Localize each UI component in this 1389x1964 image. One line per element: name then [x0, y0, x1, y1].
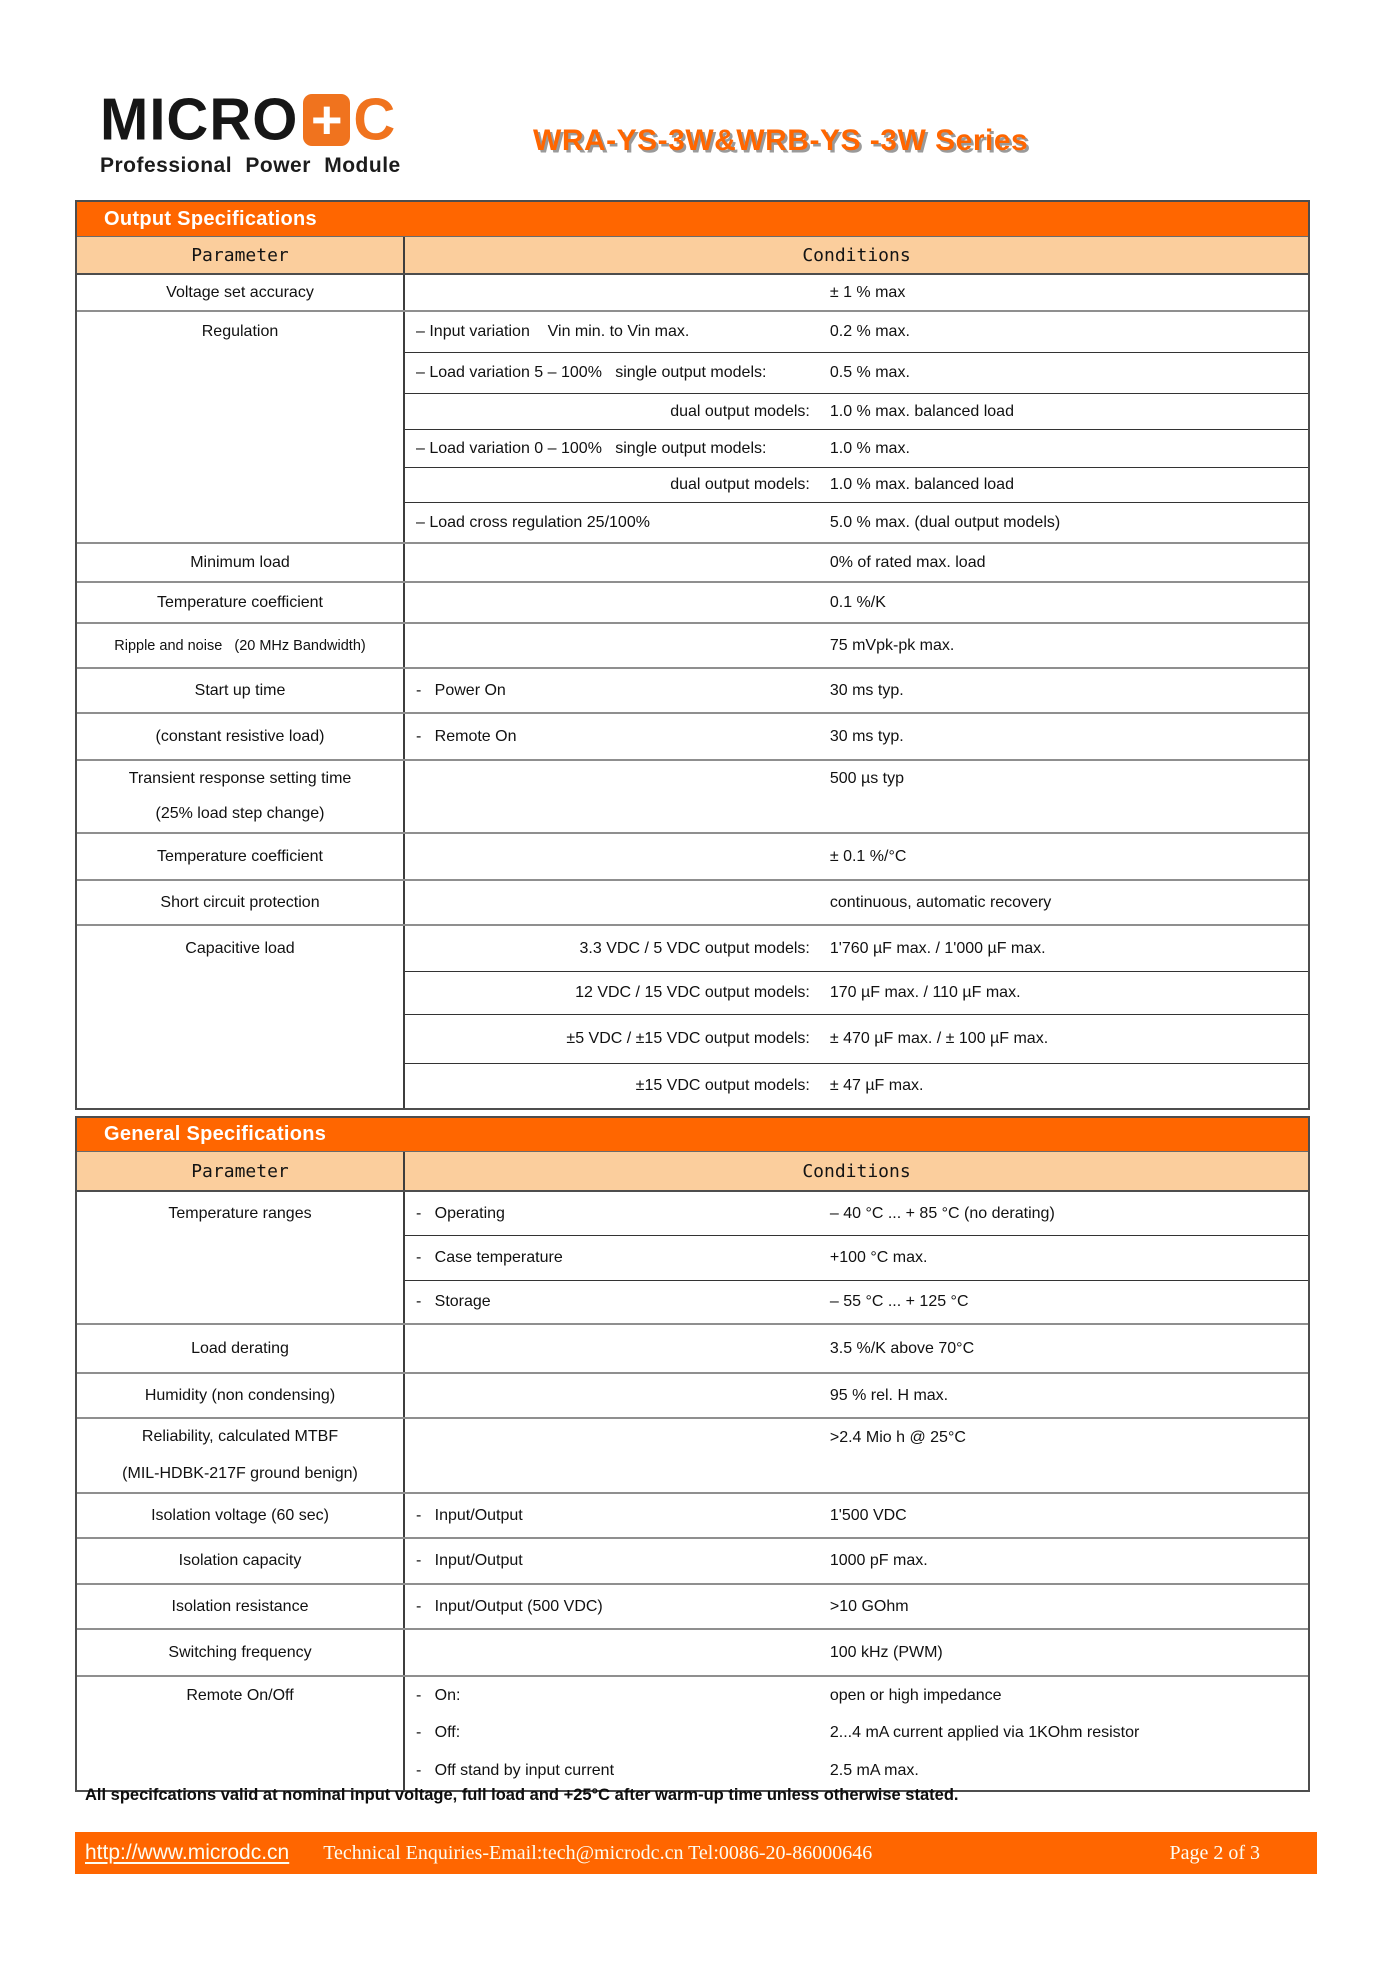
page-indicator: Page 2 of 3: [1169, 1841, 1260, 1864]
condition-value: continuous, automatic recovery: [829, 893, 1052, 911]
condition-value: 30 ms typ.: [829, 727, 904, 745]
condition-label: - Off stand by input current: [416, 1762, 615, 1779]
condition-value: 95 % rel. H max.: [829, 1386, 949, 1404]
section-header: General Specifications: [77, 1118, 1308, 1152]
column-header-parameter: Parameter: [77, 1152, 405, 1190]
spec-row: [77, 542, 1308, 581]
condition-label: - Off:: [416, 1724, 461, 1741]
condition-row: [405, 669, 1308, 712]
condition-row: [405, 429, 1308, 467]
parameter-cell: [77, 624, 405, 667]
parameter-cell: [77, 275, 405, 310]
condition-value: 1.0 % max.: [829, 439, 910, 457]
website-link[interactable]: http://www.microdc.cn: [85, 1841, 290, 1864]
brand-tagline: Professional Power Module: [100, 154, 401, 177]
condition-value: >10 GOhm: [829, 1597, 909, 1615]
condition-value: 0.5 % max.: [829, 364, 910, 381]
condition-row: [405, 1752, 1308, 1790]
condition-row: [405, 1677, 1308, 1714]
condition-value: 1.0 % max. balanced load: [829, 402, 1014, 420]
condition-row: [405, 1539, 1308, 1583]
conditions-cell: [405, 926, 1308, 1108]
conditions-cell: [405, 1419, 1308, 1492]
condition-row: [405, 1585, 1308, 1628]
conditions-cell: [405, 624, 1308, 667]
condition-value: ± 1 % max: [829, 283, 906, 301]
condition-row: [405, 544, 1308, 581]
footnote: All specifcations valid at nominal input voltage, full load and +25°C after warm-up time unless otherwise stated.: [85, 1786, 959, 1804]
condition-row: [405, 1235, 1308, 1280]
condition-label: – Load variation 5 – 100% single output models:: [416, 364, 767, 381]
condition-label: - Case temperature: [416, 1249, 563, 1266]
condition-value: 0% of rated max. load: [829, 553, 986, 571]
condition-value: open or high impedance: [829, 1686, 1002, 1704]
condition-row: [405, 1063, 1308, 1108]
parameter-cell: [77, 1630, 405, 1675]
condition-label: – Input variation Vin min. to Vin max.: [416, 323, 690, 340]
conditions-cell: [405, 1539, 1308, 1583]
parameter-cell: [77, 1677, 405, 1790]
conditions-cell: [405, 1677, 1308, 1790]
spec-row: [77, 1192, 1308, 1323]
parameter-label: Temperature coefficient: [156, 847, 323, 865]
parameter-label: Regulation: [201, 323, 279, 340]
conditions-cell: [405, 761, 1308, 832]
condition-label: 12 VDC / 15 VDC output models:: [575, 984, 810, 1001]
parameter-cell: [77, 1585, 405, 1628]
spec-row: [77, 1492, 1308, 1537]
condition-row: [405, 393, 1308, 429]
condition-row: [405, 971, 1308, 1014]
parameter-cell: [77, 1494, 405, 1537]
condition-row: [405, 1325, 1308, 1372]
conditions-cell: [405, 1585, 1308, 1628]
condition-label: - On:: [416, 1686, 461, 1704]
condition-value: 1.0 % max. balanced load: [829, 476, 1014, 493]
parameter-cell: [77, 1325, 405, 1372]
parameter-cell: [77, 714, 405, 759]
parameter-label: Capacitive load: [185, 939, 295, 957]
parameter-label: (25% load step change): [155, 805, 325, 823]
parameter-cell: [77, 1539, 405, 1583]
conditions-cell: [405, 1374, 1308, 1417]
condition-row: [405, 1280, 1308, 1323]
conditions-cell: [405, 312, 1308, 542]
condition-value: ± 470 µF max. / ± 100 µF max.: [829, 1030, 1049, 1047]
footer-bar: [75, 1832, 1317, 1874]
spec-row: [77, 924, 1308, 1108]
column-header-parameter: Parameter: [77, 237, 405, 273]
series-title: WRA-YS-3W&WRB-YS -3W Series: [533, 124, 1029, 157]
parameter-cell: [77, 761, 405, 832]
parameter-label: (constant resistive load): [155, 727, 325, 745]
parameter-label: Humidity (non condensing): [144, 1386, 336, 1404]
parameter-label: Isolation capacity: [178, 1552, 302, 1569]
specification-tables: [75, 200, 1310, 1792]
spec-row: [77, 1372, 1308, 1417]
spec-table: [75, 1116, 1310, 1792]
condition-row: [405, 714, 1308, 759]
spec-row: [77, 1537, 1308, 1583]
parameter-label: Transient response setting time: [128, 769, 352, 787]
parameter-label: Start up time: [194, 681, 286, 699]
logo-text-micro: MICRO: [100, 86, 299, 153]
parameter-label: Switching frequency: [168, 1643, 312, 1661]
parameter-label: Isolation voltage (60 sec): [151, 1506, 329, 1524]
conditions-cell: [405, 834, 1308, 879]
condition-value: >2.4 Mio h @ 25°C: [829, 1428, 966, 1446]
conditions-cell: [405, 669, 1308, 712]
spec-row: [77, 1628, 1308, 1675]
conditions-cell: [405, 881, 1308, 924]
condition-value: 5.0 % max. (dual output models): [829, 513, 1061, 531]
parameter-cell: [77, 669, 405, 712]
spec-row: [77, 1417, 1308, 1492]
condition-row: [405, 926, 1308, 971]
condition-row: [405, 1192, 1308, 1235]
spec-row: [77, 1675, 1308, 1790]
parameter-label: Temperature ranges: [168, 1204, 312, 1222]
conditions-cell: [405, 714, 1308, 759]
condition-value: ± 0.1 %/°C: [829, 847, 907, 865]
condition-row: [405, 583, 1308, 622]
condition-row: [405, 312, 1308, 352]
parameter-label: Voltage set accuracy: [166, 283, 314, 301]
condition-label: - Operating: [416, 1204, 505, 1222]
spec-row: [77, 581, 1308, 622]
conditions-cell: [405, 1192, 1308, 1323]
condition-row: [405, 275, 1308, 310]
condition-value: 100 kHz (PWM): [829, 1643, 943, 1661]
conditions-cell: [405, 1325, 1308, 1372]
condition-value: 1000 pF max.: [829, 1552, 928, 1569]
parameter-cell: [77, 312, 405, 542]
condition-row: [405, 467, 1308, 502]
condition-value: 2.5 mA max.: [829, 1762, 919, 1779]
condition-row: [405, 502, 1308, 542]
condition-row: [405, 1374, 1308, 1417]
condition-label: – Load cross regulation 25/100%: [416, 513, 650, 531]
condition-value: 1'500 VDC: [829, 1506, 907, 1524]
condition-value: 500 µs typ: [829, 770, 905, 787]
parameter-cell: [77, 1192, 405, 1323]
parameter-cell: [77, 583, 405, 622]
conditions-cell: [405, 1494, 1308, 1537]
condition-value: 0.1 %/K: [829, 593, 886, 611]
condition-label: dual output models:: [670, 402, 810, 420]
brand-logo: [100, 86, 401, 178]
parameter-cell: [77, 881, 405, 924]
parameter-cell: [77, 834, 405, 879]
footer-contact: Technical Enquiries-Email:tech@microdc.cn Tel:0086-20-86000646: [323, 1841, 873, 1864]
condition-value: 0.2 % max.: [829, 323, 910, 340]
spec-row: [77, 1583, 1308, 1628]
column-header-conditions: Conditions: [802, 244, 911, 266]
conditions-cell: [405, 544, 1308, 581]
condition-label: - Input/Output (500 VDC): [416, 1597, 603, 1615]
conditions-cell: [405, 1630, 1308, 1675]
condition-value: 1'760 µF max. / 1'000 µF max.: [829, 939, 1046, 957]
condition-value: – 40 °C ... + 85 °C (no derating): [829, 1204, 1055, 1222]
spec-row: [77, 832, 1308, 879]
table-header-row: [77, 237, 1308, 275]
condition-row: [405, 1714, 1308, 1752]
condition-row: [405, 624, 1308, 667]
parameter-label: Short circuit protection: [160, 893, 320, 911]
spec-row: [77, 310, 1308, 542]
section-header: Output Specifications: [77, 202, 1308, 237]
parameter-cell: [77, 1374, 405, 1417]
condition-row: [405, 352, 1308, 393]
parameter-cell: [77, 1419, 405, 1492]
spec-row: [77, 712, 1308, 759]
condition-row: [405, 761, 1308, 797]
parameter-label: Remote On/Off: [186, 1686, 294, 1704]
condition-row: [405, 1630, 1308, 1675]
spec-row: [77, 622, 1308, 667]
condition-value: +100 °C max.: [829, 1249, 928, 1266]
spec-row: [77, 275, 1308, 310]
spec-row: [77, 879, 1308, 924]
parameter-cell: [77, 926, 405, 1108]
condition-label: - Input/Output: [416, 1506, 523, 1524]
logo-text-c: C: [353, 86, 396, 153]
spec-row: [77, 667, 1308, 712]
parameter-label: Ripple and noise (20 MHz Bandwidth): [114, 637, 366, 654]
condition-label: - Remote On: [416, 727, 517, 745]
condition-label: - Storage: [416, 1293, 491, 1310]
conditions-cell: [405, 583, 1308, 622]
parameter-label: Temperature coefficient: [156, 593, 323, 611]
condition-row: [405, 1419, 1308, 1456]
condition-value: 75 mVpk-pk max.: [829, 636, 955, 654]
condition-value: 2...4 mA current applied via 1KOhm resistor: [829, 1724, 1140, 1741]
condition-value: 3.5 %/K above 70°C: [829, 1339, 975, 1357]
parameter-label: Reliability, calculated MTBF: [141, 1428, 339, 1446]
condition-label: – Load variation 0 – 100% single output models:: [416, 439, 767, 457]
condition-label: - Power On: [416, 681, 506, 699]
logo-wordmark: [100, 86, 401, 153]
table-header-row: [77, 1152, 1308, 1192]
condition-label: ±15 VDC output models:: [635, 1077, 810, 1094]
parameter-label: Isolation resistance: [171, 1597, 309, 1615]
column-header-conditions: Conditions: [802, 1160, 911, 1182]
spec-row: [77, 759, 1308, 832]
condition-label: 3.3 VDC / 5 VDC output models:: [579, 939, 810, 957]
conditions-cell: [405, 275, 1308, 310]
spec-table: [75, 200, 1310, 1110]
condition-value: 30 ms typ.: [829, 681, 904, 699]
condition-label: - Input/Output: [416, 1552, 523, 1569]
parameter-label: Minimum load: [190, 553, 290, 571]
condition-row: [405, 881, 1308, 924]
condition-row: [405, 1494, 1308, 1537]
parameter-label: Load derating: [191, 1339, 289, 1357]
condition-row: [405, 834, 1308, 879]
condition-row: [405, 1014, 1308, 1063]
condition-value: 170 µF max. / 110 µF max.: [829, 984, 1021, 1001]
logo-plus-icon: +: [303, 94, 350, 146]
parameter-cell: [77, 544, 405, 581]
condition-label: dual output models:: [670, 476, 810, 493]
parameter-label: (MIL-HDBK-217F ground benign): [122, 1464, 358, 1482]
condition-value: – 55 °C ... + 125 °C: [829, 1293, 969, 1310]
spec-row: [77, 1323, 1308, 1372]
condition-label: ±5 VDC / ±15 VDC output models:: [566, 1030, 810, 1047]
condition-value: ± 47 µF max.: [829, 1077, 924, 1094]
